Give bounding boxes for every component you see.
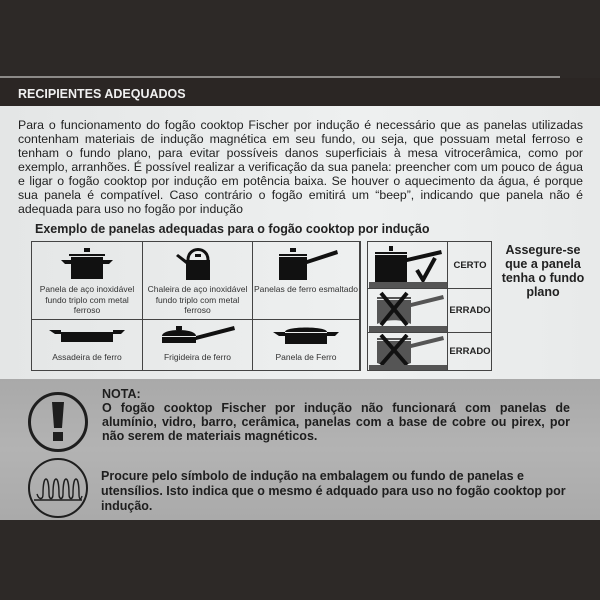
example-label: Panelas de ferro esmaltado	[254, 284, 358, 294]
example-label: Frigideira de ferro	[163, 351, 232, 362]
roasting-pan-icon	[47, 324, 127, 346]
note-title: NOTA:	[102, 387, 141, 401]
examples-title: Exemplo de panelas adequadas para o fogão cooktop por indução	[35, 222, 430, 236]
note-text	[102, 387, 570, 443]
example-roasting-pan	[32, 320, 143, 371]
flat-bottom-check-table	[367, 241, 492, 371]
note-body: O fogão cooktop Fischer por indução não funcionará com panelas de alumínio, vidro, barro, cerâmica, panelas com a base de cobre ou pirex, por não serem de materiais magnéticos.	[102, 401, 570, 443]
certo-label: CERTO	[448, 242, 492, 289]
errado-label: ERRADO	[448, 289, 492, 333]
check-icon	[417, 258, 435, 280]
background-frame	[0, 520, 600, 600]
wrong-pan-image	[368, 289, 448, 333]
example-saucepan	[253, 242, 360, 320]
frying-pan-icon	[158, 324, 238, 346]
example-kettle	[143, 242, 253, 320]
casserole-icon	[271, 324, 341, 346]
kettle-icon	[168, 246, 228, 282]
wrong-pan-image	[368, 333, 448, 370]
warning-icon	[28, 392, 88, 452]
example-label: Chaleira de aço inoxidável fundo triplo com metal ferroso	[147, 284, 248, 315]
induction-symbol-text: Procure pelo símbolo de indução na embalagem ou fundo de panelas e utensílios. Isto indica que o mesmo é adquado para uso no fogão cooktop por indução.	[101, 469, 566, 513]
example-label: Panela de aço inoxidável fundo triplo com metal ferroso	[39, 284, 135, 315]
errado-label: ERRADO	[449, 346, 491, 357]
flat-bottom-advice: Assegure-se que a panela tenha o fundo plano	[501, 243, 585, 299]
example-label: Assadeira de ferro	[52, 351, 122, 362]
intro-paragraph: Para o funcionamento do fogão cooktop Fischer por indução é necessário que as panelas utilizadas contenham materiais de indução magnética em seu fundo, ou seja, que possuam metal ferroso e tenham o fundo plano, para evitar possíveis danos superficiais à mesa vitrocerâmica, como por exemplo, arranhões. É possível realizar a verificação da sua panela: preencher com um pouco de água e ligar o fogão cooktop por indução em potência baixa. Se houver o aquecimento da água, é porque sua panela é compatível. Caso contrário o fogão emitirá um “beep”, indicando que panela não é adequada para uso no fogão por indução	[18, 118, 583, 216]
section-header: RECIPIENTES ADEQUADOS	[0, 78, 600, 106]
example-casserole	[253, 320, 360, 371]
example-pot	[32, 242, 143, 320]
examples-grid	[31, 241, 361, 371]
correct-pan-image	[368, 242, 448, 289]
example-frying-pan	[143, 320, 253, 371]
induction-symbol-icon	[28, 458, 88, 518]
example-label: Panela de Ferro	[275, 351, 337, 362]
pot-icon	[57, 246, 117, 282]
saucepan-icon	[271, 246, 341, 282]
